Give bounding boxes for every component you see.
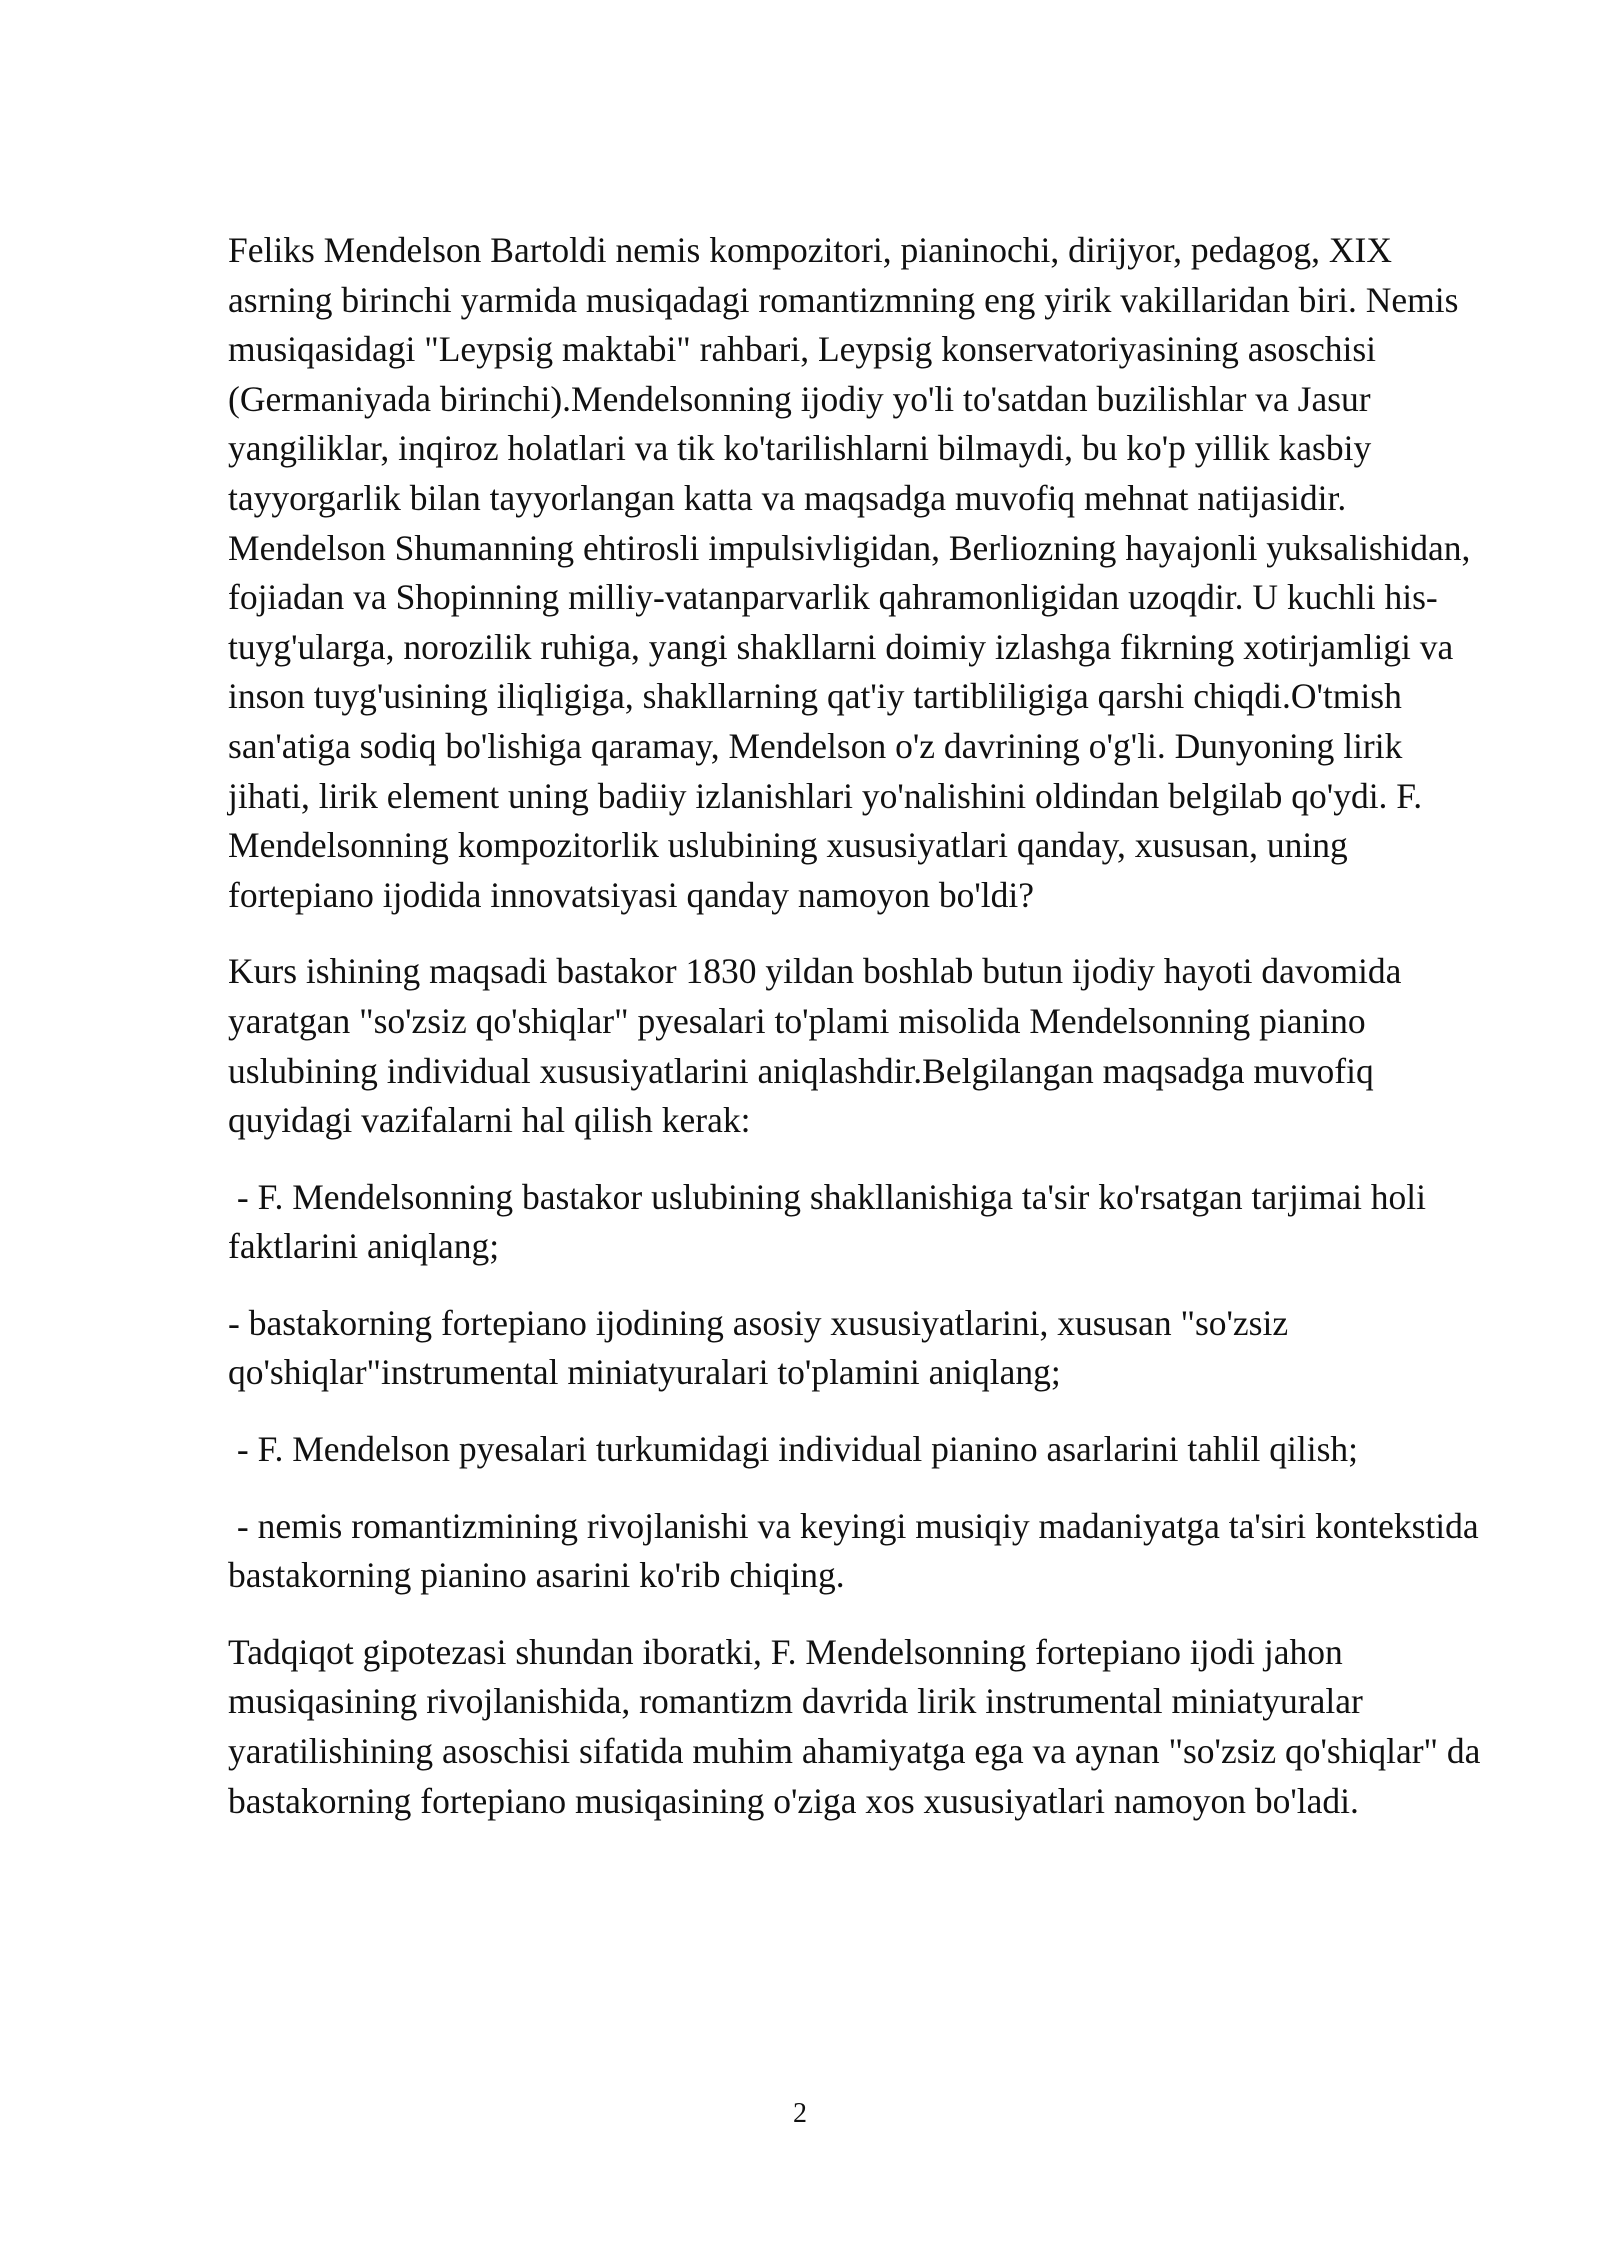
- task-item-3: - F. Mendelson pyesalari turkumidagi individual pianino asarlarini tahlil qilish;: [228, 1429, 1359, 1470]
- task-item-1: - F. Mendelsonning bastakor uslubining shakllanishiga ta'sir ko'rsatgan tarjimai holi faktlarini aniqlang;: [228, 1176, 1435, 1267]
- task-item-2: - bastakorning fortepiano ijodining asosiy xususiyatlarini, xususan "so'zsiz qo'shiqlar"instrumental miniatyuralari to'plamini aniqlang;: [228, 1302, 1297, 1393]
- paragraph-goal: Kurs ishining maqsadi bastakor 1830 yildan boshlab butun ijodiy hayoti davomida yaratgan "so'zsiz qo'shiqlar" pyesalari to'plami misolida Mendelsonning pianino uslubining individual xususiyatlarini aniqlashdir.Belgilangan maqsadga muvofiq quyidagi vazifalarni hal qilish kerak:: [228, 951, 1411, 1141]
- paragraph-intro: Feliks Mendelson Bartoldi nemis kompozitori, pianinochi, dirijyor, pedagog, XIX asrning birinchi yarmida musiqadagi romantizmning eng yirik vakillaridan biri. Nemis musiqasidagi "Leypsig maktabi" rahbari, Leypsig konservatoriyasining asoschisi (Germaniyada birinchi).Mendelsonning ijodiy yo'li to'satdan buzilishlar va Jasur yangiliklar, inqiroz holatlari va tik ko'tarilishlarni bilmaydi, bu ko'p yillik kasbiy tayyorgarlik bilan tayyorlangan katta va maqsadga muvofiq mehnat natijasidir. Mendelson Shumanning ehtirosli impulsivligidan, Berliozning hayajonli yuksalishidan, fojiadan va Shopinning milliy-vatanparvarlik qahramonligidan uzoqdir. U kuchli his-tuyg'ularga, norozilik ruhiga, yangi shakllarni doimiy izlashga fikrning xotirjamligi va inson tuyg'usining iliqligiga, shakllarning qat'iy tartibliligiga qarshi chiqdi.O'tmish san'atiga sodiq bo'lishiga qaramay, Mendelson o'z davrining o'g'li. Dunyoning lirik jihati, lirik element uning badiiy izlanishlari yo'nalishini oldindan belgilab qo'ydi. F. Mendelsonning kompozitorlik uslubining xususiyatlari qanday, xususan, uning fortepiano ijodida innovatsiyasi qanday namoyon bo'ldi?: [228, 230, 1480, 915]
- task-item-4: - nemis romantizmining rivojlanishi va keyingi musiqiy madaniyatga ta'siri kontekstida bastakorning pianino asarini ko'rib chiqing.: [228, 1505, 1488, 1596]
- paragraph-hypothesis: Tadqiqot gipotezasi shundan iboratki, F. Mendelsonning fortepiano ijodi jahon musiqasining rivojlanishida, romantizm davrida lirik instrumental miniatyuralar yaratilishining asoschisi sifatida muhim ahamiyatga ega va aynan "so'zsiz qo'shiqlar" da bastakorning fortepiano musiqasining o'ziga xos xususiyatlari namoyon bo'ladi.: [228, 1631, 1490, 1821]
- body-text: [228, 226, 1488, 1853]
- page-number: 2: [793, 2098, 807, 2129]
